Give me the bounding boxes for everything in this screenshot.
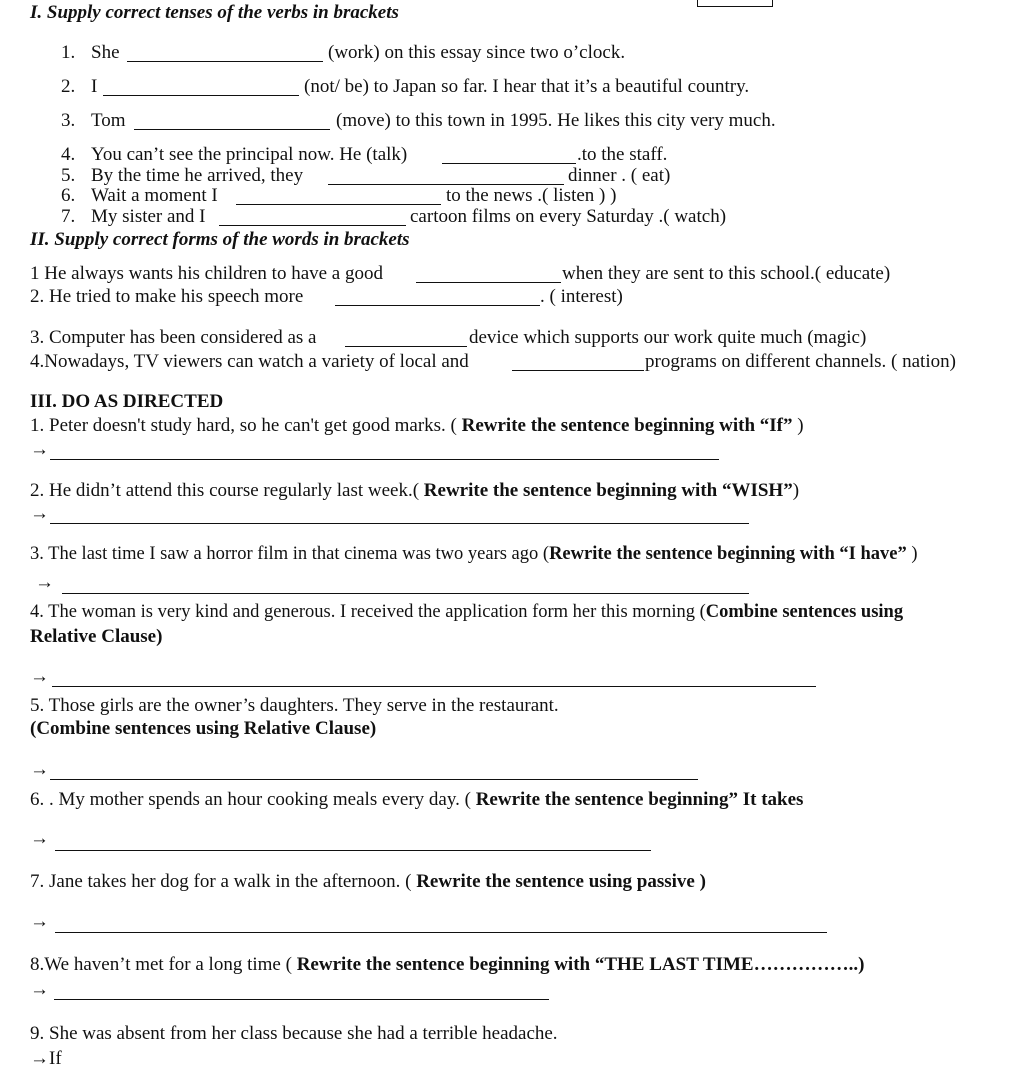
item-text: dinner . ( eat): [568, 165, 671, 186]
item-number: 2.: [61, 76, 76, 97]
answer-blank[interactable]: [134, 129, 330, 130]
item-text: to the news .( listen ) ): [446, 185, 617, 206]
question-directive: Relative Clause): [30, 626, 163, 647]
part2-heading: II. Supply correct forms of the words in brackets: [30, 229, 410, 250]
answer-line[interactable]: [62, 593, 749, 594]
part3-heading: III. DO AS DIRECTED: [30, 391, 224, 412]
answer-blank[interactable]: [345, 346, 467, 347]
answer-line[interactable]: [50, 523, 749, 524]
answer-blank[interactable]: [219, 225, 406, 226]
score-box: [697, 0, 773, 7]
arrow-icon: →: [30, 911, 49, 932]
question-text: 8.We haven’t met for a long time ( Rewrite the sentence beginning with “THE LAST TIME……………..): [30, 954, 865, 975]
answer-line[interactable]: [55, 850, 651, 851]
item-text: device which supports our work quite much (magic): [469, 327, 867, 348]
item-text: 1 He always wants his children to have a good: [30, 263, 383, 284]
answer-line[interactable]: [50, 779, 698, 780]
answer-blank[interactable]: [335, 305, 540, 306]
arrow-icon: →: [30, 759, 49, 780]
item-text: . ( interest): [540, 286, 623, 307]
item-number: 1.: [61, 42, 76, 63]
item-text: (move) to this town in 1995. He likes this city very much.: [336, 110, 776, 131]
item-text: I: [91, 76, 98, 97]
arrow-icon: →: [35, 572, 54, 593]
item-text: programs on different channels. ( nation): [645, 351, 956, 372]
question-text: 9. She was absent from her class because she had a terrible headache.: [30, 1023, 558, 1044]
answer-blank[interactable]: [127, 61, 323, 62]
item-number: 6.: [61, 185, 76, 206]
item-text: .to the staff.: [577, 144, 668, 165]
answer-blank[interactable]: [236, 204, 441, 205]
question-directive: (Combine sentences using Relative Clause): [30, 718, 377, 739]
item-text: By the time he arrived, they: [91, 165, 304, 186]
answer-line[interactable]: [52, 686, 816, 687]
item-text: 2. He tried to make his speech more: [30, 286, 304, 307]
item-number: 3.: [61, 110, 76, 131]
item-number: 7.: [61, 206, 76, 227]
item-text: (work) on this essay since two o’clock.: [328, 42, 626, 63]
item-number: 5.: [61, 165, 76, 186]
arrow-icon: →: [30, 439, 49, 460]
item-text: cartoon films on every Saturday .( watch): [410, 206, 727, 227]
item-text: 4.Nowadays, TV viewers can watch a variety of local and: [30, 351, 469, 372]
item-number: 4.: [61, 144, 76, 165]
question-text: 7. Jane takes her dog for a walk in the afternoon. ( Rewrite the sentence using passive ): [30, 871, 706, 892]
item-text: My sister and I: [91, 206, 206, 227]
answer-blank[interactable]: [416, 282, 561, 283]
answer-line[interactable]: [50, 459, 719, 460]
answer-blank[interactable]: [442, 163, 576, 164]
item-text: (not/ be) to Japan so far. I hear that it’s a beautiful country.: [304, 76, 750, 97]
arrow-icon: →: [30, 503, 49, 524]
question-text: 1. Peter doesn't study hard, so he can't get good marks. ( Rewrite the sentence beginning with “If” ): [30, 415, 804, 436]
item-text: She: [91, 42, 120, 63]
item-text: when they are sent to this school.( educate): [562, 263, 891, 284]
answer-line[interactable]: [55, 932, 827, 933]
question-text: 6. . My mother spends an hour cooking meals every day. ( Rewrite the sentence beginning” It takes: [30, 789, 804, 810]
answer-prefix[interactable]: →If: [30, 1048, 62, 1069]
item-text: You can’t see the principal now. He (talk): [91, 144, 408, 165]
item-text: Tom: [91, 110, 126, 131]
answer-blank[interactable]: [103, 95, 299, 96]
question-text: 3. The last time I saw a horror film in that cinema was two years ago (Rewrite the sentence beginning with “I have” ): [30, 544, 918, 564]
answer-blank[interactable]: [512, 370, 644, 371]
question-text: 2. He didn’t attend this course regularly last week.( Rewrite the sentence beginning with “WISH”): [30, 480, 800, 501]
item-text: Wait a moment I: [91, 185, 218, 206]
arrow-icon: →: [30, 828, 49, 849]
question-text: 4. The woman is very kind and generous. I received the application form her this morning (Combine sentences using: [30, 602, 904, 622]
question-text: 5. Those girls are the owner’s daughters. They serve in the restaurant.: [30, 695, 559, 716]
arrow-icon: →: [30, 666, 49, 687]
item-text: 3. Computer has been considered as a: [30, 327, 317, 348]
arrow-icon: →: [30, 979, 49, 1000]
answer-line[interactable]: [54, 999, 549, 1000]
part1-heading: I. Supply correct tenses of the verbs in brackets: [30, 2, 399, 23]
